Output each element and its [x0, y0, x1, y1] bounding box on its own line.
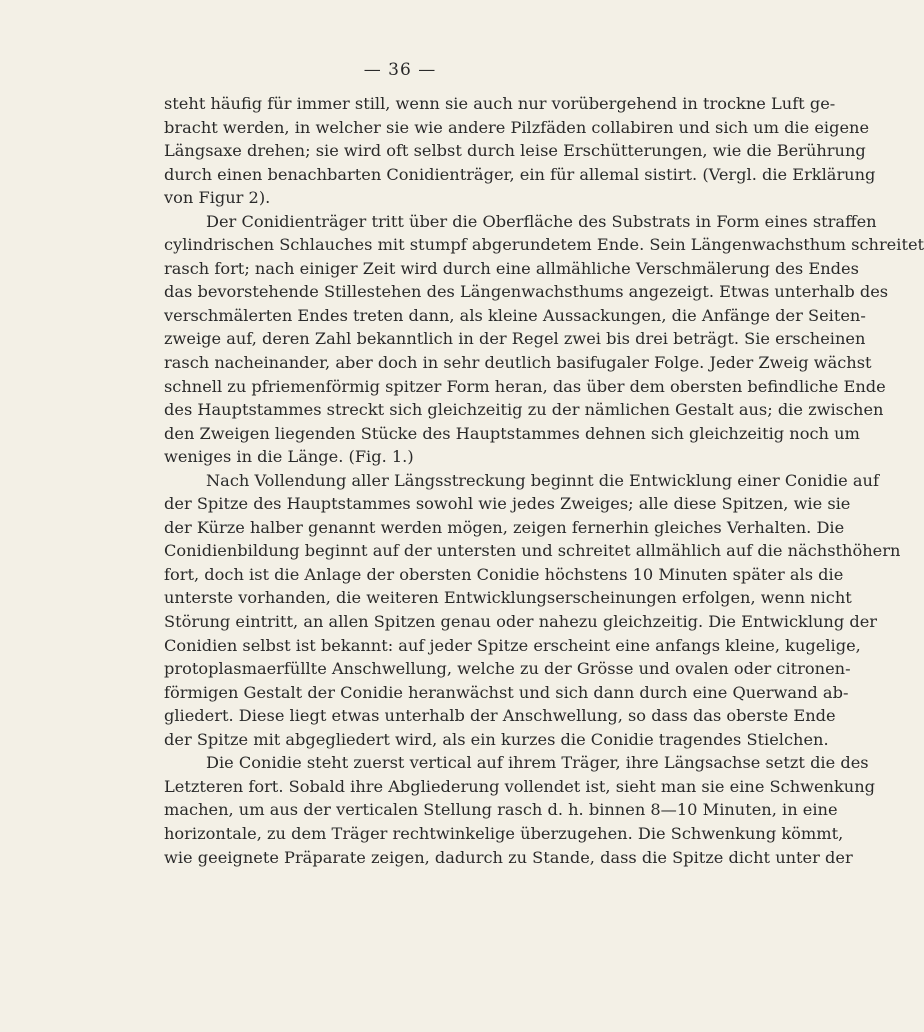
- text-line: fort, doch ist die Anlage der obersten Conidie höchstens 10 Minuten später als die: [164, 564, 844, 584]
- text-line: gliedert. Diese liegt etwas unterhalb der Anschwellung, so dass das oberste Ende: [164, 706, 836, 726]
- text-line: cylindrischen Schlauches mit stumpf abgerundetem Ende. Sein Längenwachsthum schreitet: [164, 235, 924, 255]
- text-line: wie geeignete Präparate zeigen, dadurch zu Stande, dass die Spitze dicht unter der: [164, 847, 853, 867]
- paragraph-3: [164, 469, 901, 752]
- text-line: Conidienbildung beginnt auf der untersten und schreitet allmählich auf die nächsthöhern: [164, 541, 901, 561]
- text-line: horizontale, zu dem Träger rechtwinkelige überzugehen. Die Schwenkung kömmt,: [164, 823, 844, 843]
- text-line: zweige auf, deren Zahl bekanntlich in der Regel zwei bis drei beträgt. Sie erscheinen: [164, 329, 866, 349]
- text-line: durch einen benachbarten Conidienträger, ein für allemal sistirt. (Vergl. die Erklärung: [164, 164, 876, 184]
- text-line: schnell zu pfriemenförmig spitzer Form heran, das über dem obersten befindliche Ende: [164, 376, 886, 396]
- text-line: bracht werden, in welcher sie wie andere Pilzfäden collabiren und sich um die eigene: [164, 117, 870, 137]
- page-number: — 36 —: [363, 60, 437, 80]
- text-line: des Hauptstammes streckt sich gleichzeitig zu der nämlichen Gestalt aus; die zwischen: [164, 400, 884, 420]
- paragraph-1: [164, 92, 876, 210]
- text-line: der Spitze mit abgegliedert wird, als ein kurzes die Conidie tragendes Stielchen.: [164, 729, 829, 749]
- text-line: weniges in die Länge. (Fig. 1.): [164, 447, 414, 467]
- text-line: Längsaxe drehen; sie wird oft selbst durch leise Erschütterungen, wie die Berührung: [164, 141, 866, 161]
- text-line: verschmälerten Endes treten dann, als kleine Aussackungen, die Anfänge der Seiten-: [164, 305, 866, 325]
- text-line: den Zweigen liegenden Stücke des Hauptstammes dehnen sich gleichzeitig noch um: [164, 423, 860, 443]
- text-line: protoplasmaerfüllte Anschwellung, welche zu der Grösse und ovalen oder citronen-: [164, 659, 851, 679]
- text-line: Nach Vollendung aller Längsstreckung beginnt die Entwicklung einer Conidie auf: [206, 470, 879, 490]
- text-line: machen, um aus der verticalen Stellung rasch d. h. binnen 8—10 Minuten, in eine: [164, 800, 838, 820]
- text-line: Störung eintritt, an allen Spitzen genau oder nahezu gleichzeitig. Die Entwicklung der: [164, 612, 878, 632]
- text-line: das bevorstehende Stillestehen des Längenwachsthums angezeigt. Etwas unterhalb des: [164, 282, 889, 302]
- text-line: Letzteren fort. Sobald ihre Abgliederung vollendet ist, sieht man sie eine Schwenkung: [164, 776, 876, 796]
- text-line: Conidien selbst ist bekannt: auf jeder Spitze erscheint eine anfangs kleine, kugelige,: [164, 635, 861, 655]
- text-line: Der Conidienträger tritt über die Oberfläche des Substrats in Form eines straffen: [206, 211, 877, 231]
- text-line: der Kürze halber genannt werden mögen, zeigen fernerhin gleiches Verhalten. Die: [164, 517, 845, 537]
- text-line: der Spitze des Hauptstammes sowohl wie jedes Zweiges; alle diese Spitzen, wie sie: [164, 494, 851, 514]
- text-line: rasch fort; nach einiger Zeit wird durch eine allmähliche Verschmälerung des Endes: [164, 258, 859, 278]
- paragraph-2: [164, 210, 924, 469]
- text-line: unterste vorhanden, die weiteren Entwicklungserscheinungen erfolgen, wenn nicht: [164, 588, 852, 608]
- text-line: Die Conidie steht zuerst vertical auf ihrem Träger, ihre Längsachse setzt die des: [206, 753, 869, 773]
- text-line: förmigen Gestalt der Conidie heranwächst und sich dann durch eine Querwand ab-: [164, 682, 849, 702]
- text-line: rasch nacheinander, aber doch in sehr deutlich basifugaler Folge. Jeder Zweig wächst: [164, 353, 872, 373]
- text-line: von Figur 2).: [164, 188, 271, 208]
- body-text: [164, 92, 924, 869]
- text-line: steht häufig für immer still, wenn sie auch nur vorübergehend in trockne Luft ge-: [164, 94, 836, 113]
- paragraph-4: [164, 751, 876, 869]
